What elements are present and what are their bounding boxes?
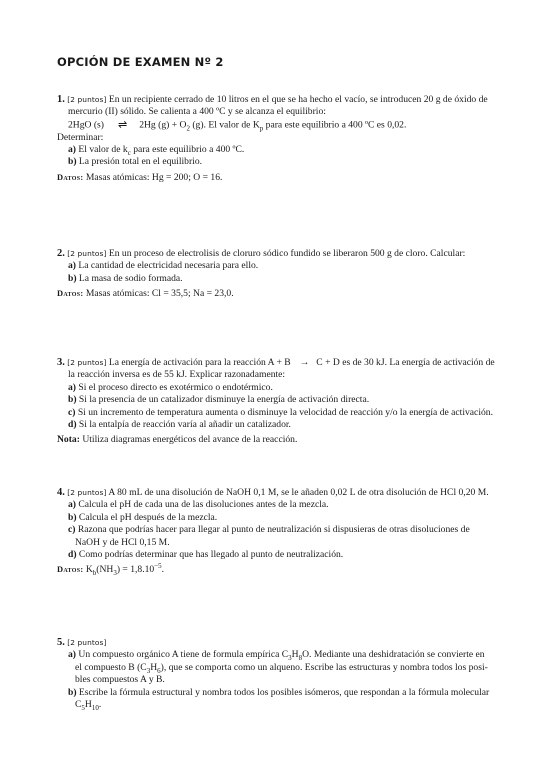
q4-datos-c: ) = 1,8.10: [116, 564, 155, 576]
q5-a-s3: 3: [146, 666, 151, 675]
q3-part-c: [57, 407, 509, 419]
q4-text: A 80 mL de una disolución de NaOH 0,1 M, se le añaden 0,02 L de otra disolución de HCl 0,20 M.: [108, 487, 489, 498]
q4-c-text2: NaOH y de HCl 0,15 M.: [75, 536, 170, 548]
equilibrium-arrow-icon: ⇌: [117, 118, 128, 131]
q4-b-label: b): [68, 511, 77, 523]
q5-number: 5.: [57, 637, 65, 648]
question-1: [57, 94, 509, 184]
q1-eq-sub: 2: [186, 124, 190, 133]
q4-b-text: Calcula el pH después de la mezcla.: [76, 511, 218, 523]
q1-datos-text: Masas atómicas: Hg = 200; O = 16.: [83, 171, 223, 183]
q5-a-s4: 6: [157, 666, 161, 675]
q3-number: 3.: [57, 357, 65, 368]
q4-number: 4.: [57, 487, 65, 498]
q4-part-b: [57, 512, 509, 524]
q5-b-l2c: .: [98, 699, 102, 711]
q5-b-line2: [57, 699, 509, 711]
q3-nota-text: Utiliza diagramas energéticos del avance de la reacción.: [79, 434, 298, 446]
q4-part-c: [57, 524, 509, 536]
q5-a-line2a: el compuesto B (C: [75, 661, 147, 673]
q5-points: [2 puntos]: [67, 638, 107, 647]
q5-a-t3: O. Mediante una deshidratación se convierte en: [302, 649, 485, 661]
q4-points: [2 puntos]: [67, 488, 107, 497]
q3-nota-label: Nota:: [57, 434, 80, 446]
q4-a-label: a): [68, 499, 76, 511]
q1-text-line2: mercurio (II) sólido. Se calienta a 400 ºC y se alcanza el equilibrio:: [68, 106, 326, 118]
q5-a-line2b: H: [150, 661, 158, 673]
q5-b-l2a: C: [75, 699, 82, 711]
q5-a-label: a): [68, 649, 76, 661]
q3-part-b: [57, 394, 509, 406]
q4-part-a: [57, 499, 509, 511]
question-5: [57, 637, 509, 711]
q3-a-text: Si el proceso directo es exotérmico o endotérmico.: [76, 381, 273, 393]
question-3: [57, 357, 509, 447]
q3-b-label: b): [68, 394, 77, 406]
q3-text-line2: la reacción inversa es de 55 kJ. Explicar razonadamente:: [68, 369, 286, 381]
q3-statement: [57, 357, 509, 369]
q5-a-t1: Un compuesto orgánico A tiene de formula empírica C: [76, 649, 289, 661]
q1-points: [2 puntos]: [67, 95, 107, 104]
q3-part-a: [57, 382, 509, 394]
q4-c-label: c): [68, 524, 76, 536]
q1-kp-sub: p: [259, 124, 264, 133]
q2-datos-label: Datos:: [57, 289, 84, 299]
q3-text-b: C + D es de 30 kJ. La energía de activación de: [316, 357, 495, 368]
q1-eq-left: 2HgO (s): [68, 119, 104, 131]
q2-a-label: a): [68, 260, 76, 272]
q1-b-label: b): [68, 156, 77, 168]
q3-points: [2 puntos]: [67, 358, 107, 367]
page-title: OPCIÓN DE EXAMEN Nº 2: [57, 55, 224, 69]
q3-text-a: La energía de activación para la reacción A + B: [108, 357, 291, 368]
q3-nota: [57, 434, 509, 446]
q5-b-label: b): [68, 686, 77, 698]
q4-datos-label: Datos:: [57, 565, 84, 575]
q2-part-b: [57, 273, 509, 285]
q5-statement: [57, 637, 509, 649]
q2-a-text: La cantidad de electricidad necesaria para ello.: [76, 260, 259, 272]
q1-a-text2: para este equilibrio a 400 ºC.: [130, 144, 245, 156]
q2-datos-text: Masas atómicas: Cl = 35,5; Na = 23,0.: [83, 288, 234, 300]
q3-b-text: Si la presencia de un catalizador disminuye la energía de activación directa.: [76, 394, 370, 406]
question-4: [57, 487, 509, 577]
q2-text: En un proceso de electrolisis de cloruro sódico fundido se liberaron 500 g de cloro. Calcular:: [108, 248, 466, 259]
q5-part-b: [57, 687, 509, 699]
q3-d-label: d): [68, 419, 77, 431]
q4-statement: [57, 487, 509, 499]
q5-a-line2: [57, 662, 509, 674]
q4-a-text: Calcula el pH de cada una de las disoluciones antes de la mezcla.: [76, 499, 329, 511]
q5-b-s1: 5: [81, 703, 85, 712]
q5-b-l2b: H: [84, 699, 92, 711]
q2-statement: [57, 248, 509, 260]
q4-datos-sub-3: 3: [113, 569, 117, 578]
q5-a-line2c: ), que se comporta como un alqueno. Escribe las estructuras y nombra todos los posi-: [160, 661, 488, 673]
q2-b-text: La masa de sodio formada.: [76, 272, 183, 284]
q1-datos: [57, 172, 509, 184]
q4-c-text1: Razona que podrías hacer para llegar al punto de neutralización si dispusieras de otras disoluciones de: [75, 524, 470, 536]
q1-a-sub: c: [127, 148, 131, 157]
q4-datos-b: (NH: [96, 564, 114, 576]
q2-datos: [57, 288, 509, 300]
q2-points: [2 puntos]: [67, 249, 107, 258]
q1-datos-label: Datos:: [57, 172, 84, 182]
q1-determinar: Determinar:: [57, 131, 104, 143]
q1-eq-right-c: para este equilibrio a 400 ºC es 0,02.: [263, 119, 407, 131]
q1-eq-right-a: 2Hg (g) + O: [139, 119, 187, 131]
q4-d-label: d): [68, 549, 77, 561]
q1-equation: [57, 119, 509, 132]
q5-a-t2: H: [291, 649, 299, 661]
q4-d-text: Como podrías determinar que has llegado al punto de neutralización.: [76, 549, 344, 561]
q3-c-label: c): [68, 406, 76, 418]
q3-d-text: Si la entalpía de reacción varía al añadir un catalizador.: [76, 419, 291, 431]
q4-datos-sub-b: b: [92, 569, 97, 578]
q5-b-t1: Escribe la fórmula estructural y nombra todos los posibles isómeros, que respondan a la fórmula molecular: [76, 686, 490, 698]
q1-a-text1: El valor de k: [76, 144, 128, 156]
q4-datos-sup: −5: [154, 562, 162, 571]
q5-a-s2: 8: [298, 654, 303, 663]
q2-b-label: b): [68, 272, 77, 284]
q4-part-d: [57, 549, 509, 561]
q5-part-a: [57, 649, 509, 661]
q1-statement: [57, 94, 509, 106]
q3-c-text: Si un incremento de temperatura aumenta o disminuye la velocidad de reacción y/o la energía de activación.: [75, 406, 493, 418]
q4-datos-a: K: [83, 564, 93, 576]
q1-number: 1.: [57, 94, 65, 105]
q1-a-label: a): [68, 144, 76, 156]
q1-text-line1: En un recipiente cerrado de 10 litros en el que se ha hecho el vacío, se introducen 20 g de óxido de: [108, 94, 488, 105]
reaction-arrow-icon: →: [299, 357, 310, 368]
q2-part-a: [57, 260, 509, 272]
q1-eq-right-b: (g). El valor de K: [189, 119, 260, 131]
q2-number: 2.: [57, 248, 65, 259]
q1-b-text: La presión total en el equilibrio.: [76, 156, 203, 168]
q3-part-d: [57, 419, 509, 431]
q5-a-s1: 3: [288, 654, 292, 663]
q1-part-b: [57, 156, 509, 168]
q4-datos-d: .: [161, 564, 165, 576]
q5-a-line3: bles compuestos A y B.: [75, 674, 165, 686]
q4-datos: [57, 564, 509, 576]
q5-b-s2: 10: [91, 703, 99, 712]
q3-a-label: a): [68, 381, 76, 393]
q1-part-a: [57, 144, 509, 156]
question-2: [57, 248, 509, 301]
